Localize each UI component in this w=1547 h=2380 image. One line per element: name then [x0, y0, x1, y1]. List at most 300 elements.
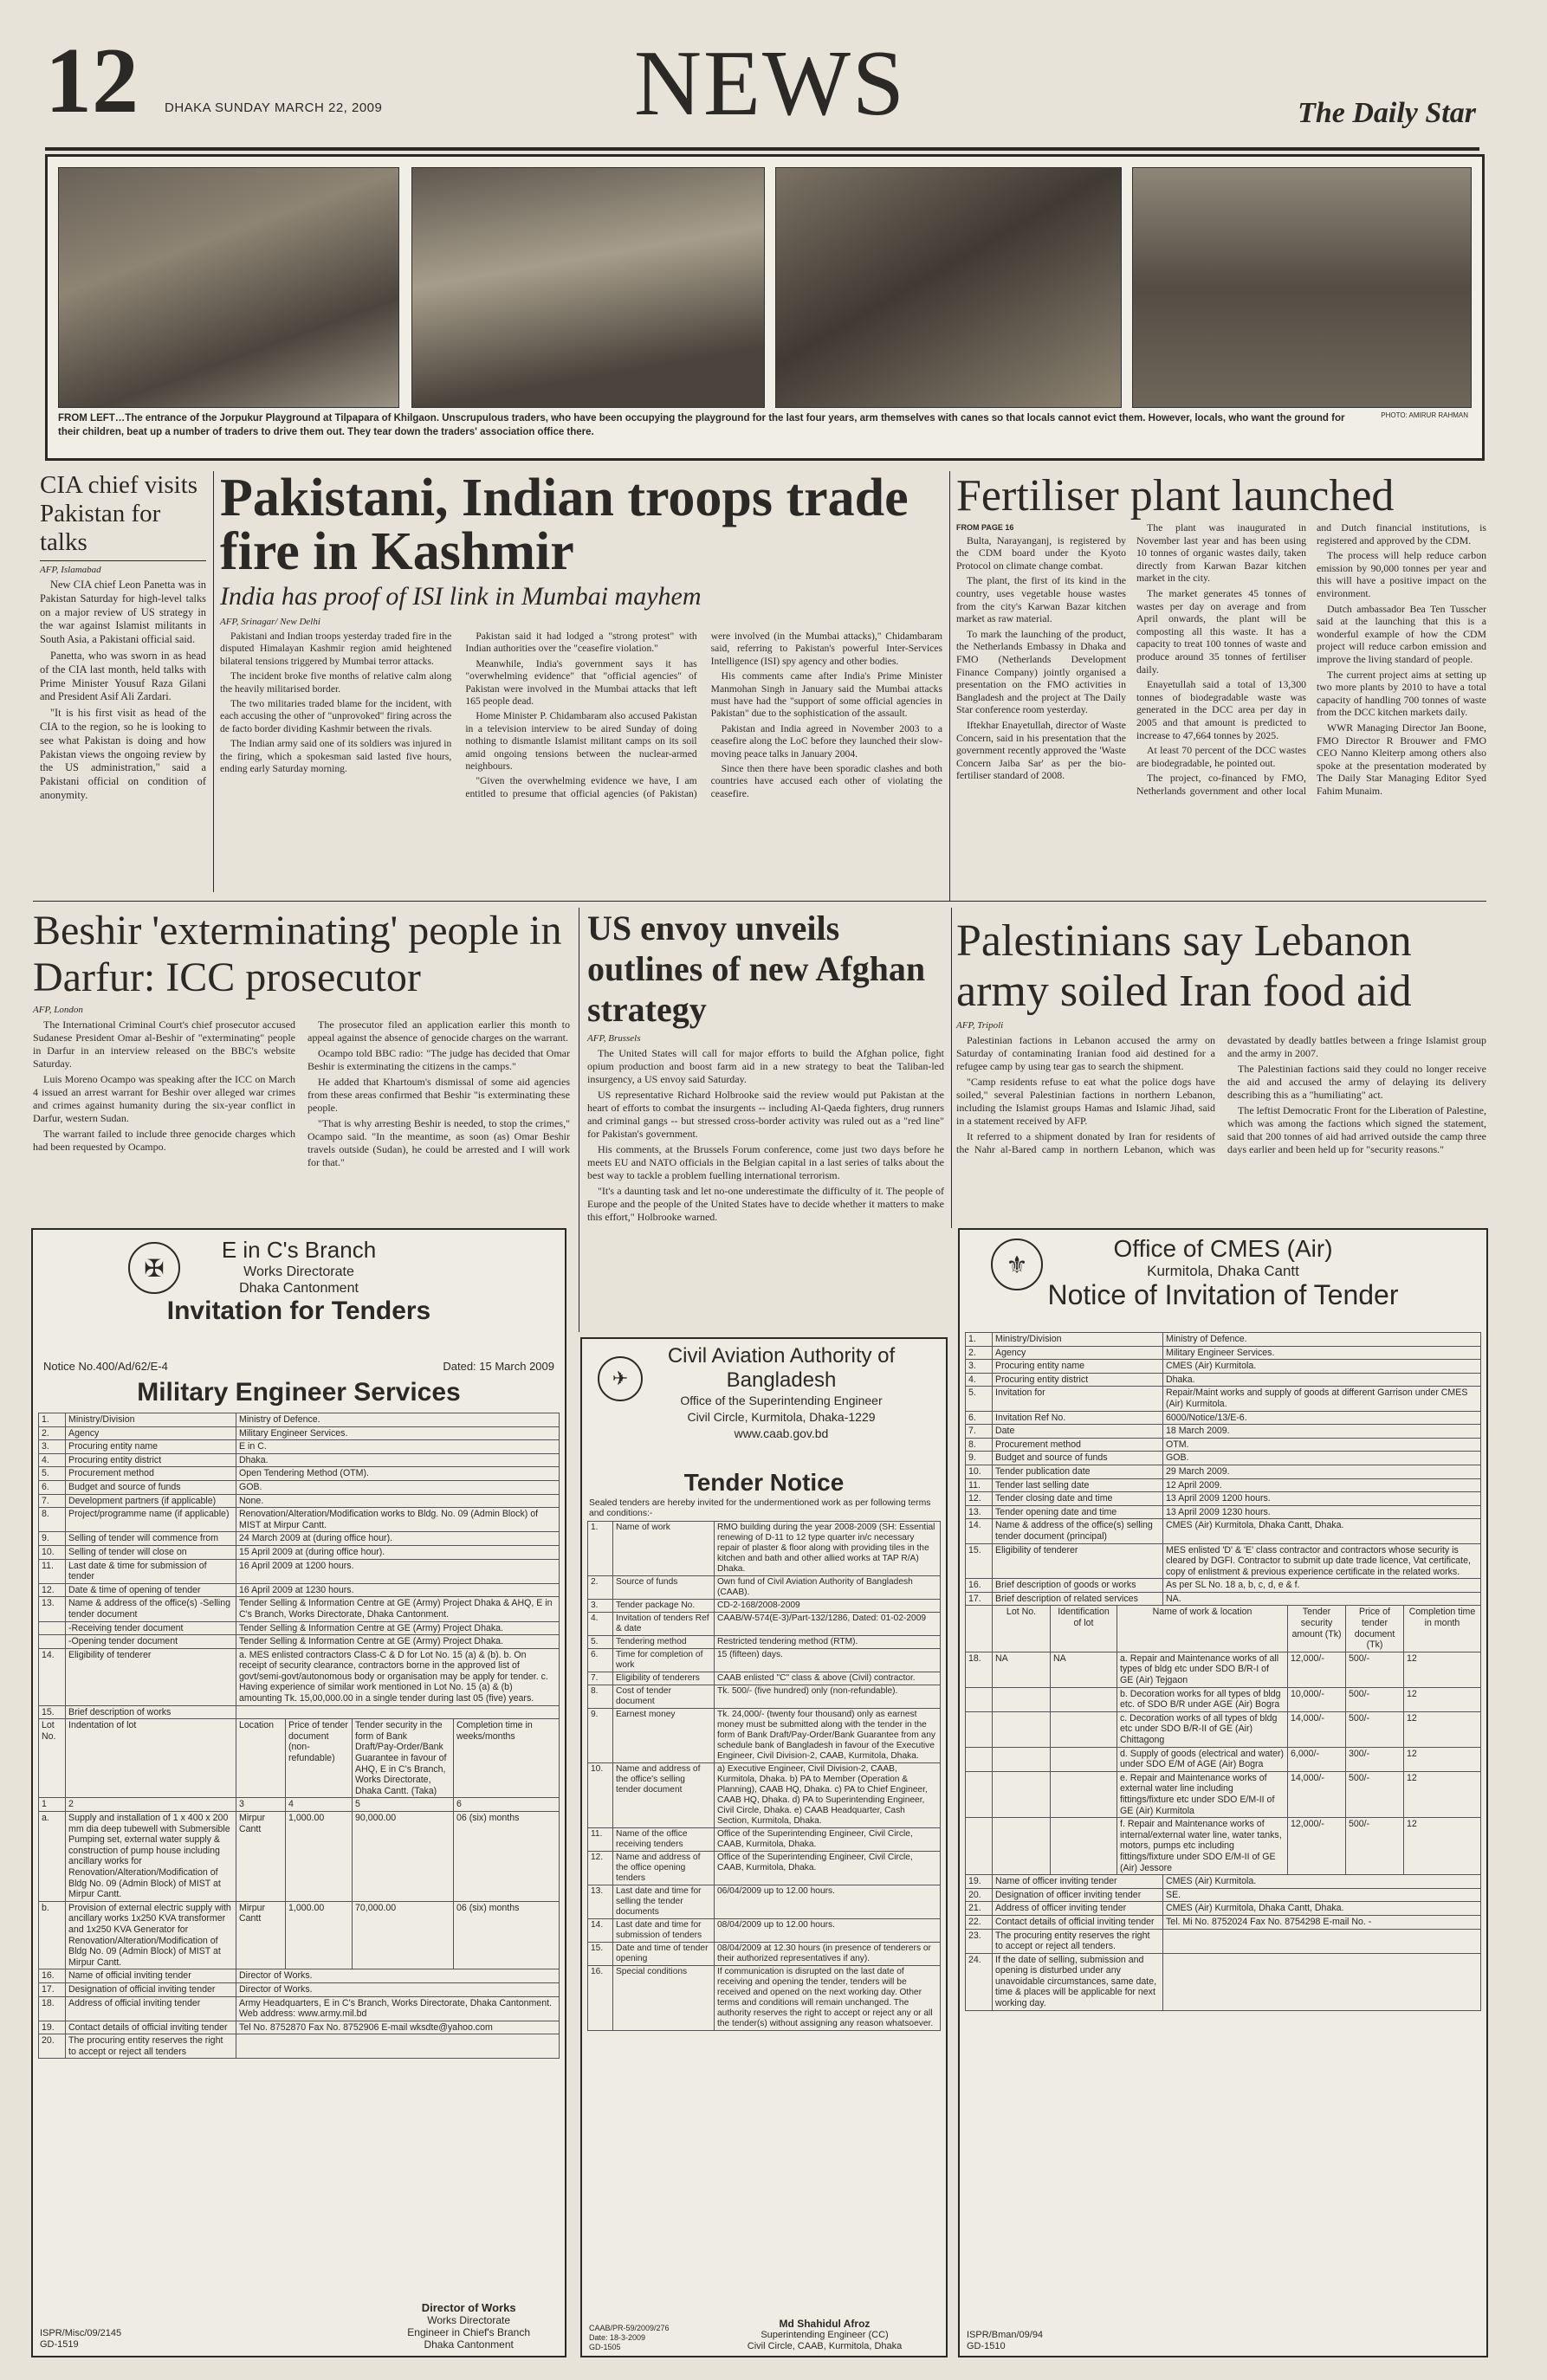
table-cell: Tk. 500/- (five hundred) only (non-refundable). [715, 1685, 941, 1709]
table-cell: Date and time of tender opening [613, 1943, 715, 1966]
table-cell: Military Engineer Services. [1163, 1346, 1481, 1360]
signatory-line: Superintending Engineer (CC) [761, 2330, 889, 2340]
table-cell [966, 1771, 993, 1817]
table-row [966, 1606, 1481, 1652]
table-cell: 6. [39, 1480, 66, 1494]
table-cell: a. MES enlisted contractors Class-C & D for Lot No. 15 (a) & (b). b. On receipt of security clearance, contractors borne in the approved list of govt/semi-govt/autonomous body or organisation may be apply for tender. c. Having experience of similar work mentioned in Lot No. 15 (a) & (b) amounting Tk. 15,00,000.00 in a single tender during last 05 (five) years. [236, 1648, 560, 1705]
table-cell: Office of the Superintending Engineer, Civil Circle, CAAB, Kurmitola, Dhaka. [715, 1828, 941, 1852]
table-cell: Director of Works. [236, 1969, 560, 1983]
table-header-cell: Identification of lot [1051, 1606, 1117, 1652]
table-cell: 06 (six) months [454, 1901, 560, 1969]
table-cell: Development partners (if applicable) [66, 1494, 236, 1508]
table-cell [993, 1711, 1051, 1747]
table-cell: CMES (Air) Kurmitola. [1163, 1875, 1481, 1889]
table-cell: Last date and time for submission of tenders [613, 1919, 715, 1943]
table-row [966, 1505, 1481, 1519]
table-cell: 14,000/- [1288, 1771, 1346, 1817]
paragraph: The International Criminal Court's chief prosecutor accused Sudanese President Omar al-Beshir of "exterminating" people in Darfur in an interview released on the BBC's website Saturday. [33, 1019, 295, 1070]
paragraph: The plant was inaugurated in November last year and has been using 10 tonnes of organic wastes daily, taken directly from Karwan Bazar kitchen market in the city. [1136, 521, 1306, 585]
table-cell: Tender security in the form of Bank Draft/Pay-Order/Bank Guarantee in favour of AHQ, E in C's Branch, Works Directorate, Dhaka Cantt. (Taka) [353, 1719, 454, 1798]
article-body [956, 1034, 1486, 1158]
tender-header [582, 1339, 946, 1469]
table-cell: Name of officer inviting tender [993, 1875, 1163, 1889]
table-cell [236, 2034, 560, 2059]
table-row [588, 1966, 941, 2031]
table-cell: 12 [1404, 1711, 1481, 1747]
paragraph: The project, co-financed by FMO, Netherlands government and other local and Dutch financial institutions, is registered and approved by the CDM. [1136, 521, 1486, 797]
table-cell: a. [39, 1812, 66, 1902]
table-cell: None. [236, 1494, 560, 1508]
table-row [588, 1522, 941, 1576]
article-body [956, 521, 1486, 797]
masthead [45, 29, 1479, 151]
table-cell: Project/programme name (if applicable) [66, 1508, 236, 1532]
lot-table [965, 1605, 1481, 1875]
table-cell: As per SL No. 18 a, b, c, d, e & f. [1163, 1579, 1481, 1593]
article-body [587, 1047, 944, 1224]
table-cell: 21. [966, 1902, 993, 1916]
table-cell: Procuring entity district [993, 1373, 1163, 1387]
column-rule [951, 908, 952, 1228]
paragraph: The leftist Democratic Front for the Liberation of Palestine, which was among the factions which signed the statement, said that 200 tonnes of aid had arrived outside the camp three days earlier and been held up for "security reasons." [1227, 1104, 1486, 1155]
paragraph: Pakistani and Indian troops yesterday traded fire in the disputed Himalayan Kashmir region amid heightened bilateral tensions triggered by Mumbai terror attacks. [220, 631, 452, 667]
table-cell: The procuring entity reserves the right to accept or reject all tenders [66, 2034, 236, 2059]
table-cell: 5. [966, 1387, 993, 1411]
table-cell: 3. [966, 1360, 993, 1374]
ref-code: ISPR/Bman/09/94 [967, 2330, 1044, 2340]
table-row [966, 1747, 1481, 1771]
table-cell: 500/- [1346, 1687, 1404, 1711]
tender-table [38, 1413, 560, 1719]
byline: AFP, Brussels [587, 1033, 641, 1044]
table-cell: Restricted tendering method (RTM). [715, 1636, 941, 1649]
table-cell: Army Headquarters, E in C's Branch, Works Directorate, Dhaka Cantonment. Web address: www.army.mil.bd [236, 1996, 560, 2021]
photo-clash-1 [411, 167, 765, 408]
paragraph: US representative Richard Holbrooke said the review would put Pakistan at the heart of efforts to combat the insurgents -- including Al-Qaeda fighters, drug runners and criminal gangs -- but stressed cross-border activity was ruled out as a "red line" for Pakistan's government. [587, 1089, 944, 1140]
table-cell: 70,000.00 [353, 1901, 454, 1969]
table-cell [39, 1621, 66, 1635]
table-row [39, 1467, 560, 1481]
tender-heading: Notice of Invitation of Tender [1047, 1279, 1399, 1310]
table-row [39, 1798, 560, 1812]
paragraph: The market generates 45 tonnes of wastes per day on average and from April onwards, the plant will be composting all this waste. It has a capacity to treat 100 tonnes of waste and produce around 35 tonnes of fertiliser daily. [1136, 586, 1306, 676]
table-cell: 20. [39, 2034, 66, 2059]
paragraph: The warrant failed to include three genocide charges which had been requested by Ocampo. [33, 1128, 295, 1153]
tender-sub2: Civil Circle, Kurmitola, Dhaka-1229 [687, 1410, 876, 1424]
table-cell: 14. [588, 1919, 613, 1943]
table-cell: Agency [993, 1346, 1163, 1360]
table-cell: 16 April 2009 at 1230 hours. [236, 1583, 560, 1597]
table-cell: The procuring entity reserves the right to accept or reject all tenders. [993, 1929, 1163, 1953]
table-cell: Tendering method [613, 1636, 715, 1649]
table-cell: 6. [966, 1411, 993, 1425]
table-cell: d. Supply of goods (electrical and water) under SDO E/M of AGE (Air) Bogra [1117, 1747, 1288, 1771]
table-cell: Tk. 24,000/- (twenty four thousand) only as earnest money must be submitted along with the tender in the form of Bank Draft/Pay-Order/Bank Guarantee from any schedule bank of Bangladesh in favour of the Executive Engineer, Civil Division-2, CAAB, Kurmitola, Dhaka. [715, 1709, 941, 1763]
table-cell: 12. [966, 1492, 993, 1506]
table-cell: Tender Selling & Information Centre at GE (Army) Project Dhaka. [236, 1635, 560, 1649]
table-cell: OTM. [1163, 1438, 1481, 1452]
table-cell: Open Tendering Method (OTM). [236, 1467, 560, 1481]
table-row [966, 1953, 1481, 2010]
table-header-cell: Completion time in month [1404, 1606, 1481, 1652]
table-cell: Price of tender document (non-refundable) [286, 1719, 353, 1798]
section-divider [33, 901, 1486, 902]
table-cell: 06/04/2009 up to 12.00 hours. [715, 1885, 941, 1919]
signatory: Director of Works [421, 2301, 516, 2314]
table-cell: Selling of tender will close on [66, 1545, 236, 1559]
table-row [966, 1929, 1481, 1953]
table-cell [39, 1635, 66, 1649]
table-cell: 14,000/- [1288, 1711, 1346, 1747]
article-fertiliser [956, 471, 1486, 797]
table-row [39, 1426, 560, 1440]
table-cell [1163, 1929, 1481, 1953]
table-row [966, 1543, 1481, 1579]
table-cell: a) Executive Engineer, Civil Division-2, CAAB, Kurmitola, Dhaka. b) PA to Member (Operation & Planning), CAAB HQ, Dhaka. c) PA to Chief Engineer, CAAB HQ, Dhaka. d) PA to Superintending Engineer, Civil Circle, Dhaka. e) CAAB Headquarter, Cash Section, Kurmitola, Dhaka. [715, 1763, 941, 1828]
table-cell: 10. [966, 1465, 993, 1478]
table-cell: Address of official inviting tender [66, 1996, 236, 2021]
table-cell: 90,000.00 [353, 1812, 454, 1902]
table-cell [1051, 1711, 1117, 1747]
notice-number: Notice No.400/Ad/62/E-4 [43, 1360, 168, 1373]
signatory-line: Works Directorate [427, 2314, 511, 2326]
tender-office: E in C's Branch [221, 1237, 377, 1263]
table-cell: Provision of external electric supply with ancillary works 1x250 KVA transformer and 1x250 KVA Generator for Renovation/Alteration/Modification of Bldg No. 09 (Admin Block) of MIST at Mirpur Cantt. [66, 1901, 236, 1969]
paragraph: New CIA chief Leon Panetta was in Pakistan Saturday for high-level talks on a major review of US strategy in the war against Islamist militants in South Asia, a Pakistani official said. [40, 579, 206, 646]
table-cell: 23. [966, 1929, 993, 1953]
table-cell: 5 [353, 1798, 454, 1812]
table-cell: 6. [588, 1649, 613, 1672]
paragraph: Luis Moreno Ocampo was speaking after the ICC on March 4 issued an arrest warrant for Beshir over alleged war crimes and crimes against humanity during the six-year conflict in Darfur, western Sudan. [33, 1073, 295, 1124]
table-cell: Tender publication date [993, 1465, 1163, 1478]
table-cell: 8. [39, 1508, 66, 1532]
paragraph: Ocampo told BBC radio: "The judge has decided that Omar Beshir is exterminating the citizens in the camps." [307, 1047, 570, 1072]
table-cell: Time for completion of work [613, 1649, 715, 1672]
table-cell: Designation of official inviting tender [66, 1982, 236, 1996]
table-cell: 9. [966, 1452, 993, 1465]
table-cell: Brief description of works [66, 1705, 236, 1719]
table-cell: Dhaka. [1163, 1373, 1481, 1387]
table-cell: 16. [39, 1969, 66, 1983]
byline: AFP, Islamabad [40, 565, 101, 575]
tender-notice-cmes [958, 1228, 1488, 2357]
table-row [39, 1982, 560, 1996]
ref-code: Date: 18-3-2009 [589, 2333, 646, 2342]
table-cell: 15 (fifteen) days. [715, 1649, 941, 1672]
article-body [40, 579, 206, 803]
ref-code: GD-1519 [40, 2339, 79, 2350]
table-cell: 12 [1404, 1747, 1481, 1771]
table-cell: Ministry of Defence. [1163, 1333, 1481, 1347]
table-cell: CAAB enlisted "C" class & above (Civil) contractor. [715, 1672, 941, 1685]
signatory-line: Engineer in Chief's Branch [407, 2326, 530, 2338]
table-cell: 19. [966, 1875, 993, 1889]
paragraph: At least 70 percent of the DCC wastes are biodegradable, he pointed out. [1136, 744, 1306, 769]
subhead: India has proof of ISI link in Mumbai mayhem [220, 582, 702, 611]
table-cell: 6000/Notice/13/E-6. [1163, 1411, 1481, 1425]
section-title: NEWS [634, 32, 906, 135]
table-cell: Name of work [613, 1522, 715, 1576]
byline: AFP, London [33, 1005, 83, 1015]
table-cell: 18. [966, 1652, 993, 1687]
table-cell: Designation of officer inviting tender [993, 1888, 1163, 1902]
table-row [966, 1579, 1481, 1593]
table-row [966, 1592, 1481, 1606]
table-row [39, 1453, 560, 1467]
table-cell: 1,000.00 [286, 1901, 353, 1969]
headline: CIA chief visits Pakistan for talks [40, 471, 198, 556]
table-cell: Dhaka. [236, 1453, 560, 1467]
table-cell: CMES (Air) Kurmitola, Dhaka Cantt, Dhaka. [1163, 1902, 1481, 1916]
table-row [39, 1719, 560, 1798]
ref-code: ISPR/Misc/09/2145 [40, 2328, 122, 2338]
signature-block [712, 2319, 937, 2352]
table-cell: Selling of tender will commence from [66, 1532, 236, 1546]
article-palestinians [956, 916, 1486, 1158]
table-row [39, 1597, 560, 1621]
table-cell: 12,000/- [1288, 1652, 1346, 1687]
table-cell: RMO building during the year 2008-2009 (SH: Essential renewing of D-11 to 12 type quarter in/c necessary repair of plaster & floor along with providing tiles in the kitchen and bath and other allied works at TAP R/A) Dhaka. [715, 1522, 941, 1576]
cmes-emblem-icon: ⚜ [991, 1239, 1043, 1290]
table-cell: 18. [39, 1996, 66, 2021]
table-cell: Procurement method [993, 1438, 1163, 1452]
paragraph: The Indian army said one of its soldiers was injured in the firing, which a spokesman said lasted five hours, ending early Saturday morning. [220, 738, 452, 775]
tender-table-wrap [33, 1413, 565, 2059]
tender-org: Civil Aviation Authority of Bangladesh [667, 1344, 896, 1392]
table-cell: 16. [966, 1579, 993, 1593]
table-cell: 24 March 2009 at (during office hour). [236, 1532, 560, 1546]
tender-notice-caab [580, 1337, 948, 2357]
table-cell: Name of the office receiving tenders [613, 1828, 715, 1852]
table-cell: 06 (six) months [454, 1812, 560, 1902]
table-cell: Special conditions [613, 1966, 715, 2031]
photo-credit: PHOTO: AMIRUR RAHMAN [1381, 411, 1468, 419]
table-row [966, 1411, 1481, 1425]
photo-playground-entrance [58, 167, 399, 408]
photo-band [45, 154, 1485, 461]
paragraph: Pakistan said it had lodged a "strong protest" with Indian authorities over the "ceasefire violation." [465, 631, 697, 655]
table-row [966, 1478, 1481, 1492]
table-cell [966, 1747, 993, 1771]
table-cell: 13 April 2009 1200 hours. [1163, 1492, 1481, 1506]
table-cell [966, 1818, 993, 1875]
table-row [966, 1387, 1481, 1411]
paragraph: "Given the overwhelming evidence we have, I am entitled to presume that official agencies (of Pakistan) were involved (in the Mumbai attacks)," Chidambaram said, referring to Pakistan's powerful Inter-Services Intelligence (ISI) spy agency and other bodies. [465, 631, 942, 799]
table-row [39, 1532, 560, 1546]
table-row [588, 1636, 941, 1649]
table-cell [1051, 1687, 1117, 1711]
table-cell: 10. [39, 1545, 66, 1559]
paragraph: The Palestinian factions said they could no longer receive the aid and accused the army of delaying its delivery describing this as a "humiliating" act. [1227, 1063, 1486, 1101]
page-number: 12 [45, 29, 139, 133]
divider [40, 560, 206, 561]
newspaper-logo: The Daily Star [1298, 97, 1476, 129]
table-cell: 11. [966, 1478, 993, 1492]
headline: Pakistani, Indian troops trade fire in Kashmir [220, 469, 909, 581]
table-row [39, 2034, 560, 2059]
table-row [966, 1360, 1481, 1374]
signatory-line: Civil Circle, CAAB, Kurmitola, Dhaka [747, 2341, 903, 2351]
table-cell: Name & address of the office(s) selling tender document (principal) [993, 1519, 1163, 1543]
table-cell: Procuring entity district [66, 1453, 236, 1467]
table-cell: Date [993, 1425, 1163, 1439]
table-row [966, 1687, 1481, 1711]
table-row [39, 1996, 560, 2021]
article-cia [40, 471, 206, 805]
table-cell: Invitation Ref No. [993, 1411, 1163, 1425]
paragraph: Bulta, Narayanganj, is registered by the CDM board under the Kyoto Protocol on climate change combat. [956, 534, 1126, 572]
table-cell [993, 1771, 1051, 1817]
table-row [966, 1438, 1481, 1452]
table-cell: Renovation/Alteration/Modification works to Bldg. No. 09 (Admin Block) of MIST at Mirpur Cantt. [236, 1508, 560, 1532]
table-cell [966, 1711, 993, 1747]
table-row [588, 1613, 941, 1636]
table-row [39, 1705, 560, 1719]
table-row [966, 1492, 1481, 1506]
byline: AFP, Tripoli [956, 1020, 1004, 1031]
table-cell: NA. [1163, 1592, 1481, 1606]
table-cell: 8. [588, 1685, 613, 1709]
table-cell: NA [993, 1652, 1051, 1687]
lot-table [38, 1718, 560, 1969]
table-cell: -Opening tender document [66, 1635, 236, 1649]
table-cell: 12. [588, 1852, 613, 1885]
table-row [588, 1852, 941, 1885]
table-cell: CD-2-168/2008-2009 [715, 1600, 941, 1613]
table-cell: b. [39, 1901, 66, 1969]
ref-code: GD-1505 [589, 2343, 621, 2351]
table-row [588, 1828, 941, 1852]
paragraph: The United States will call for major efforts to build the Afghan police, fight opium production and boost farm aid in a new strategy to beat the Taliban-led insurgency, a US envoy said Saturday. [587, 1047, 944, 1085]
table-cell: 6 [454, 1798, 560, 1812]
notice-date: Dated: 15 March 2009 [443, 1360, 554, 1373]
ad-reference [967, 2330, 1043, 2352]
table-cell: Brief description of related services [993, 1592, 1163, 1606]
article-body [33, 1019, 570, 1169]
headline: Beshir 'exterminating' people in Darfur: ICC prosecutor [33, 908, 562, 1000]
signature-block [407, 2302, 530, 2351]
tender-web: www.caab.gov.bd [734, 1426, 829, 1440]
table-cell: 11. [39, 1559, 66, 1583]
paragraph: Meanwhile, India's government says it has "overwhelming evidence" that "official agencies" of Pakistan were involved in the Mumbai attacks that left 165 people dead. [465, 657, 697, 708]
table-cell [966, 1606, 993, 1652]
ad-reference [589, 2324, 670, 2352]
paragraph: Enayetullah said a total of 13,300 tonnes of biodegradable waste was generated in the DCC area per day in 2005 and that amount is predicted to increase to 47,664 tonnes by 2025. [1136, 678, 1306, 741]
table-cell: 12 [1404, 1652, 1481, 1687]
tender-office: Office of CMES (Air) [1113, 1235, 1333, 1262]
table-row [39, 1559, 560, 1583]
table-cell: -Receiving tender document [66, 1621, 236, 1635]
table-row [966, 1452, 1481, 1465]
table-cell: Budget and source of funds [993, 1452, 1163, 1465]
table-cell: 7. [966, 1425, 993, 1439]
table-cell: 7. [588, 1672, 613, 1685]
table-cell: CMES (Air) Kurmitola. [1163, 1360, 1481, 1374]
paragraph: Panetta, who was sworn in as head of the CIA last month, held talks with Prime Minister Yousuf Raza Gilani and President Asif Ali Zardari. [40, 649, 206, 703]
table-cell: 1. [39, 1413, 66, 1427]
table-cell: 4. [966, 1373, 993, 1387]
table-row [966, 1902, 1481, 1916]
table-row [39, 1648, 560, 1705]
paragraph: Home Minister P. Chidambaram also accused Pakistan in a television interview to be aired Sunday of doing nothing to dismantle Islamist militant camps on its soil amid ongoing tensions between the nuclear-armed neighbours. [465, 710, 697, 773]
table-cell: 4 [286, 1798, 353, 1812]
table-cell: Completion time in weeks/months [454, 1719, 560, 1798]
table-row [39, 1583, 560, 1597]
table-cell: Tender package No. [613, 1600, 715, 1613]
table-row [588, 1685, 941, 1709]
tender-table-tail [38, 1969, 560, 2059]
table-row [39, 1494, 560, 1508]
paragraph: WWR Managing Director Jan Boone, FMO Director R Brouwer and FMO CEO Nanno Kleiterp among others also spoke at the presentation moderated by The Daily Star Managing Editor Syed Fahim Munaim. [1317, 721, 1486, 797]
table-row [588, 1709, 941, 1763]
table-cell: Mirpur Cantt [236, 1901, 286, 1969]
table-cell: 22. [966, 1915, 993, 1929]
tender-sub1: Kurmitola, Dhaka Cantt [1147, 1263, 1299, 1279]
table-cell [236, 1705, 560, 1719]
table-cell [993, 1747, 1051, 1771]
photo-caption: FROM LEFT…The entrance of the Jorpukur Playground at Tilpapara of Khilgaon. Unscrupulous traders, who have been occupying the playground for the last four years, arm themselves with canes so that locals cannot evict them. However, locals, who want the ground for their children, beat up a number of traders to drive them out. They tear down the traders' association office there. [58, 413, 1345, 437]
continued-from: FROM PAGE 16 [956, 523, 1014, 532]
table-row [39, 1545, 560, 1559]
table-row [966, 1771, 1481, 1817]
table-row [966, 1333, 1481, 1347]
table-cell: 1. [966, 1333, 993, 1347]
table-cell: Lot No. [39, 1719, 66, 1798]
table-cell: 12. [39, 1583, 66, 1597]
tender-notice-line [33, 1360, 565, 1373]
table-header-cell: Lot No. [993, 1606, 1051, 1652]
table-cell: 14. [39, 1648, 66, 1705]
table-cell: 1. [588, 1522, 613, 1576]
table-cell: Name and address of the office opening tenders [613, 1852, 715, 1885]
table-cell: Procurement method [66, 1467, 236, 1481]
table-cell: 6,000/- [1288, 1747, 1346, 1771]
table-row [39, 2021, 560, 2034]
tender-table [965, 1332, 1481, 1606]
table-cell: 500/- [1346, 1711, 1404, 1747]
table-cell [1163, 1953, 1481, 2010]
paragraph: "Camp residents refuse to eat what the police dogs have soiled," several Palestinian factions in northern Lebanon, including the Islamist groups Hamas and Islamic Jihad, said in a statement received by AFP. [956, 1076, 1215, 1127]
table-cell: 12 [1404, 1687, 1481, 1711]
table-row [39, 1413, 560, 1427]
table-cell: Mirpur Cantt [236, 1812, 286, 1902]
table-cell: 16 April 2009 at 1200 hours. [236, 1559, 560, 1583]
table-row [966, 1519, 1481, 1543]
paragraph: His comments, at the Brussels Forum conference, come just two days before he meets EU and NATO officials in the Belgian capital in a last series of talks about the best way to tackle a problem fuelling international terrorism. [587, 1143, 944, 1181]
table-row [39, 1812, 560, 1902]
tender-heading: Tender Notice [683, 1469, 845, 1496]
headline: Palestinians say Lebanon army soiled Iran food aid [956, 916, 1412, 1016]
table-cell: 18 March 2009. [1163, 1425, 1481, 1439]
table-cell: 13. [39, 1597, 66, 1621]
table-cell: e. Repair and Maintenance works of external water line including fittings/fixture etc under SDO E/M-II of GE (Air) Kurmitola [1117, 1771, 1288, 1817]
table-cell: 24. [966, 1953, 993, 2010]
table-cell: 9. [39, 1532, 66, 1546]
ad-reference [40, 2328, 121, 2351]
byline: AFP, Srinagar/ New Delhi [220, 617, 320, 627]
table-row [39, 1508, 560, 1532]
table-cell: Earnest money [613, 1709, 715, 1763]
tender-heading: Invitation for Tenders [166, 1297, 431, 1325]
table-cell: GOB. [236, 1480, 560, 1494]
table-cell: Indentation of lot [66, 1719, 236, 1798]
table-cell: Invitation for [993, 1387, 1163, 1411]
table-cell: 300/- [1346, 1747, 1404, 1771]
table-cell: 2. [39, 1426, 66, 1440]
table-cell: 20. [966, 1888, 993, 1902]
table-cell: 17. [966, 1592, 993, 1606]
table-cell: Eligibility of tenderers [613, 1672, 715, 1685]
